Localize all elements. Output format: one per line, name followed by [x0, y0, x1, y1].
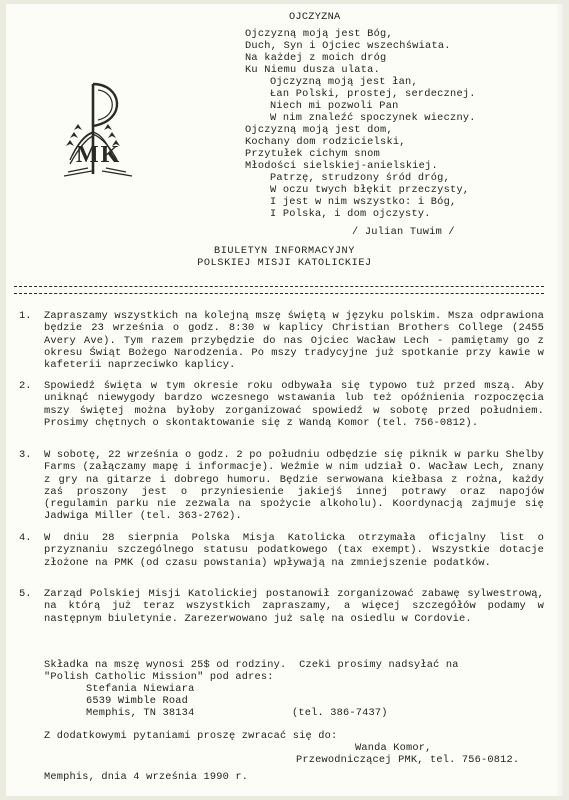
poem-title: OJCZYZNA: [289, 11, 341, 23]
poem-line: I Polska, i dom ojczysty.: [270, 208, 431, 220]
contact-name: Wanda Komor,: [355, 742, 432, 754]
item-number: 3.: [19, 449, 32, 461]
contact-role: Przewodniczącej PMK, tel. 756-0812.: [296, 754, 520, 766]
poem-line: Przytułek cichym snom: [245, 148, 381, 160]
poem-line: Łan Polski, prostej, serdecznej.: [270, 88, 476, 100]
poem-line: Ojczyzną moją jest dom,: [245, 124, 393, 136]
poem-line: Patrzę, strudzony śród dróg,: [270, 172, 451, 184]
announcement-item: W dniu 28 sierpnia Polska Misja Katolicka otrzymała oficjalny list o przyznaniu szczególnego statusu podatkowego (tax exempt). Wszystkie dotacje złożone na PMK (od czasu powstania) wpływają na zmniejszenie podatków.: [44, 532, 544, 569]
poem-line: Niech mi pozwoli Pan: [270, 100, 399, 112]
logo-letters: MK: [76, 142, 122, 168]
poem-author: / Julian Tuwim /: [352, 226, 455, 238]
poem-line: Ku Niemu dusza ulata.: [245, 64, 381, 76]
announcement-item: Spowiedź święta w tym okresie roku odbywała się typowo tuż przed mszą. Aby uniknąć niewygody bardzo wczesnego wstawania lub też opóźnienia rozpoczęcia mszy świętej można byłoby zorganizować spowiedź w sobotę przed południem. Prosimy chętnych o skontaktowanie się z Wandą Komor (tel. 756-0812).: [44, 380, 544, 429]
header-line-2: POLSKIEJ MISJI KATOLICKIEJ: [197, 258, 372, 269]
announcement-item: Zapraszamy wszystkich na kolejną mszę świętą w języku polskim. Msza odprawiona będzie 23 września o godz. 8:30 w kaplicy Christian Brothers College (2455 Avery Ave). Tym razem przybędzie do nas Ojciec Wacław Lech - pamiętamy go z okresu Świąt Bożego Narodzenia. Po mszy tradycyjne już spotkanie przy kawie w kafeterii naprzeciwko kaplicy.: [44, 310, 544, 372]
dues-street: 6539 Wimble Road: [86, 695, 189, 707]
announcement-item: Zarząd Polskiej Misji Katolickiej postanowił zorganizować zabawę sylwestrową, na którą już teraz wszystkich zapraszamy, a więcej szczegółów podamy w następnym biuletynie. Zarezerwowano już salę na osiedlu w Cordovie.: [44, 588, 544, 625]
poem-line: W oczu twych błękit przeczysty,: [270, 184, 470, 196]
poem-line: Ojczyzną moją jest Bóg,: [245, 28, 393, 40]
item-number: 1.: [19, 310, 32, 322]
header-line-1: BIULETYN INFORMACYJNY: [214, 246, 355, 257]
poem-line: Młodości sielskiej-anielskiej.: [245, 160, 438, 172]
poem-line: Na każdej z moich dróg: [245, 52, 387, 64]
poem-line: I jest w nim wszystko: i Bóg,: [270, 196, 457, 208]
dues-city: Memphis, TN 38134: [86, 707, 195, 719]
dues-line-2: "Polish Catholic Mission" pod adres:: [44, 671, 274, 683]
item-number: 2.: [19, 380, 32, 392]
poem-line: Ojczyzną moją jest łan,: [270, 76, 418, 88]
dues-phone: (tel. 386-7437): [292, 707, 388, 719]
poem-line: W nim znaleźć spoczynek wieczny.: [270, 112, 476, 124]
item-number: 4.: [19, 532, 32, 544]
item-number: 5.: [19, 588, 32, 600]
dues-name: Stefania Niewiara: [86, 683, 195, 695]
date-line: Memphis, dnia 4 września 1990 r.: [44, 771, 249, 783]
poem-line: Kochany dom rodzicielski,: [245, 136, 406, 148]
bulletin-header: [0, 246, 569, 270]
poem: [0, 0, 569, 240]
poem-line: Duch, Syn i Ojciec wszechświata.: [245, 40, 451, 52]
announcement-item: W sobotę, 22 września o godz. 2 po południu odbędzie się piknik w parku Shelby Farms (załączamy mapę i informacje). Weźmie w nim udział O. Wacław Lech, znany z gry na gitarze i dobrego humoru. Będzie serwowana kiełbasa z rożna, każdy zaś proszony jest o przyniesienie jakiejś innej potrawy oraz napojów (regulamin parku nie zezwala na spożycie alkoholu). Koordynacją zajmuje się Jadwiga Miller (tel. 363-2762).: [44, 449, 544, 523]
dashed-divider: [14, 286, 544, 294]
dues-line-1: Składka na mszę wynosi 25$ od rodziny. Czeki prosimy nadsyłać na: [44, 659, 459, 671]
contact-intro: Z dodatkowymi pytaniami proszę zwracać się do:: [44, 730, 338, 742]
